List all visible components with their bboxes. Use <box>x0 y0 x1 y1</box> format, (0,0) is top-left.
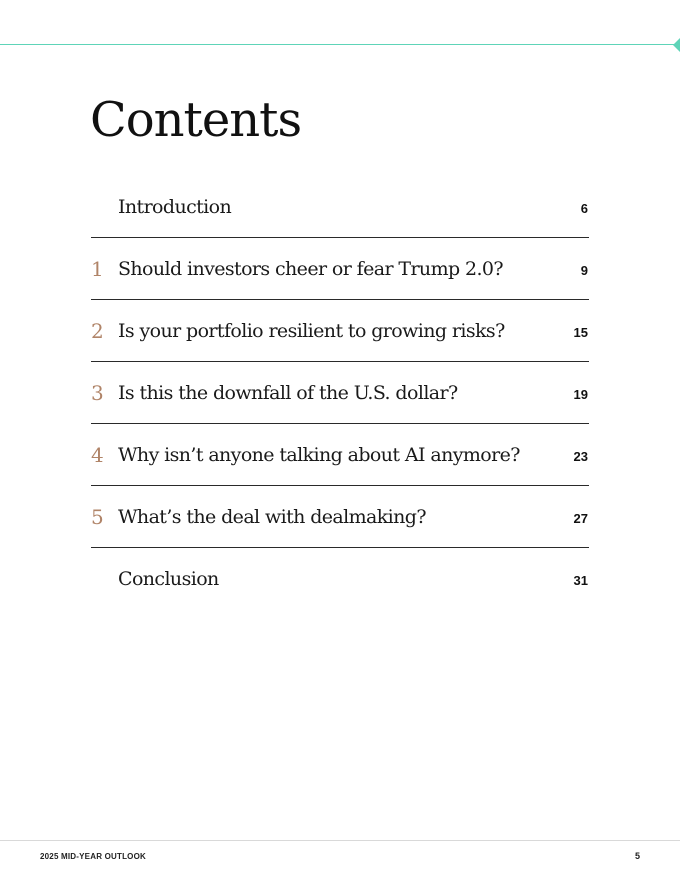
footer-divider <box>0 840 680 841</box>
toc-entry-title: What’s the deal with dealmaking? <box>118 506 426 528</box>
toc-entry-page: 6 <box>580 201 588 216</box>
toc-entry-conclusion[interactable] <box>91 548 589 610</box>
toc-entry-chapter-1[interactable] <box>91 238 589 300</box>
toc-entry-title: Conclusion <box>118 568 219 590</box>
toc-entry-chapter-4[interactable] <box>91 424 589 486</box>
toc-entry-page: 15 <box>573 325 588 340</box>
footer-publication-title: 2025 MID-YEAR OUTLOOK <box>40 852 146 861</box>
page-title: Contents <box>90 92 302 148</box>
toc-entry-number: 4 <box>91 443 104 467</box>
toc-entry-title: Should investors cheer or fear Trump 2.0? <box>118 258 503 280</box>
toc-entry-number: 3 <box>91 381 104 405</box>
toc-entry-page: 31 <box>573 573 588 588</box>
top-accent-rule <box>0 44 676 45</box>
toc-entry-number: 5 <box>91 505 104 529</box>
toc-entry-introduction[interactable] <box>91 176 589 238</box>
toc-entry-page: 9 <box>580 263 588 278</box>
toc-entry-page: 27 <box>573 511 588 526</box>
toc-entry-chapter-3[interactable] <box>91 362 589 424</box>
table-of-contents <box>91 176 589 610</box>
footer-page-number: 5 <box>634 851 640 861</box>
toc-entry-page: 23 <box>573 449 588 464</box>
toc-entry-number: 1 <box>91 257 104 281</box>
toc-entry-title: Is your portfolio resilient to growing risks? <box>118 320 505 342</box>
toc-entry-title: Introduction <box>118 196 232 218</box>
toc-entry-page: 19 <box>573 387 588 402</box>
toc-entry-title: Why isn’t anyone talking about AI anymore? <box>118 444 520 466</box>
toc-entry-title: Is this the downfall of the U.S. dollar? <box>118 382 458 404</box>
accent-marker-icon <box>673 38 680 52</box>
toc-entry-chapter-5[interactable] <box>91 486 589 548</box>
toc-entry-chapter-2[interactable] <box>91 300 589 362</box>
toc-entry-number: 2 <box>91 319 104 343</box>
